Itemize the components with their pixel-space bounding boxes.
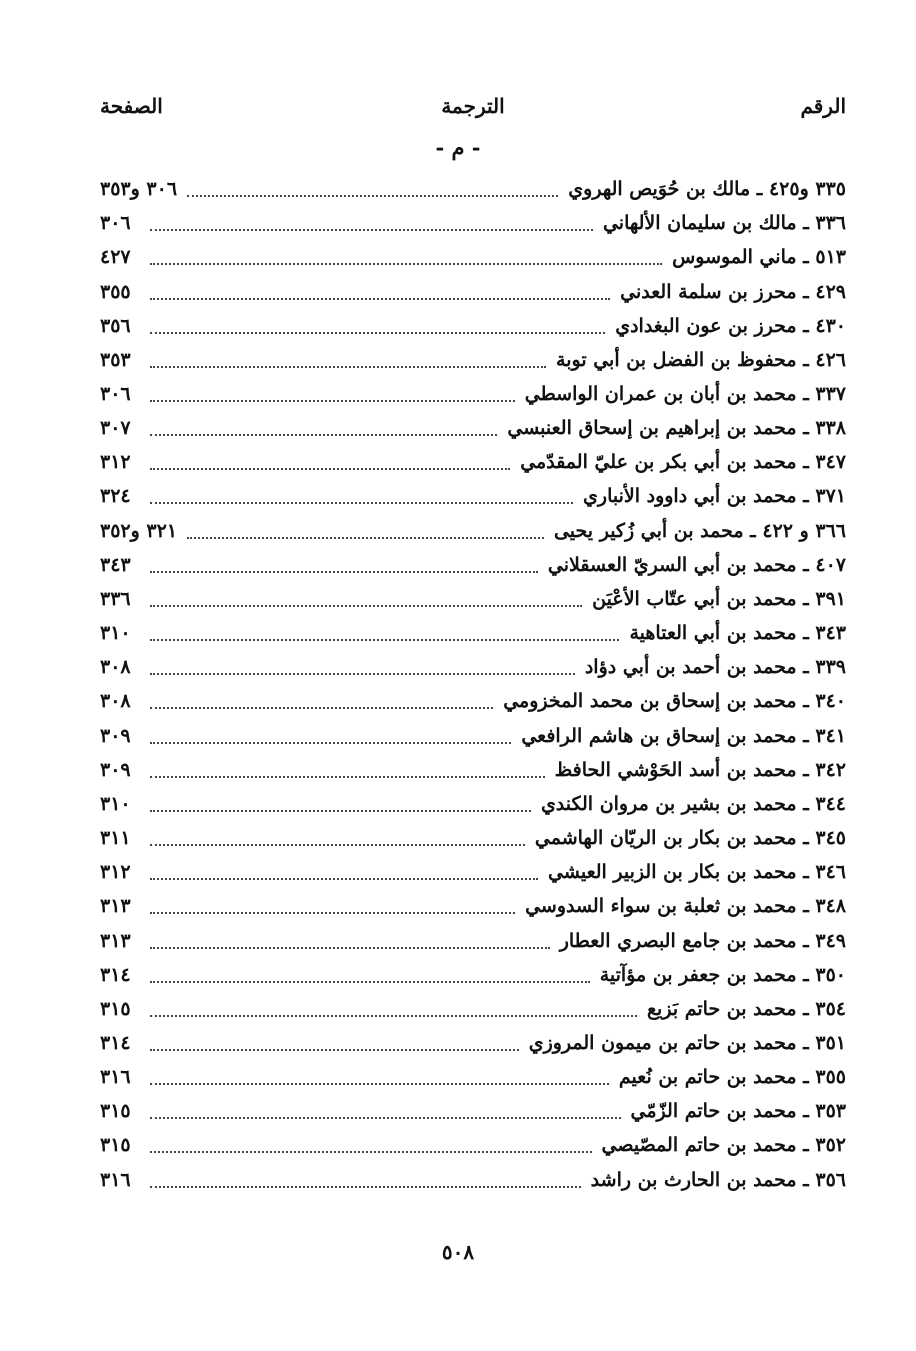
index-row <box>100 855 846 889</box>
index-entries <box>100 172 846 1197</box>
entry-page: ٣٢٤ <box>100 485 131 508</box>
entry-text: ٣٥٤ ـ محمد بن حاتم بَزيع <box>646 997 846 1020</box>
entry-page: ٣١٣ <box>100 929 131 952</box>
entry-text: ٤٠٧ ـ محمد بن أبي السريّ العسقلاني <box>547 553 846 576</box>
index-row <box>100 274 846 308</box>
entry-page: ٣٣٦ <box>100 587 131 610</box>
entry-page: ٣١٦ <box>100 1066 131 1089</box>
index-row <box>100 206 846 240</box>
index-row <box>100 445 846 479</box>
index-row <box>100 616 846 650</box>
entry-page: ٣٠٦ <box>100 212 131 235</box>
entry-text: ٣٣٩ ـ محمد بن أحمد بن أبي دؤاد <box>584 656 846 679</box>
header-page: الصفحة <box>100 94 163 118</box>
index-row <box>100 377 846 411</box>
entry-text: ٣٤٠ ـ محمد بن إسحاق بن محمد المخزومي <box>503 690 846 713</box>
entry-text: ٤٢٦ ـ محفوظ بن الفضل بن أبي توبة <box>556 348 846 371</box>
dot-leader <box>150 227 593 231</box>
dot-leader <box>150 842 525 846</box>
entry-page: ٤٢٧ <box>100 246 131 269</box>
dot-leader <box>150 671 575 675</box>
dot-leader <box>150 432 497 436</box>
dot-leader <box>150 569 538 573</box>
index-row <box>100 787 846 821</box>
entry-text: ٣٤٦ ـ محمد بن بكار بن الزبير العيشي <box>548 861 846 884</box>
dot-leader <box>150 261 662 265</box>
entry-text: ٣٥٥ ـ محمد بن حاتم بن نُعيم <box>618 1066 846 1089</box>
index-row <box>100 684 846 718</box>
dot-leader <box>150 945 550 949</box>
dot-leader <box>150 364 546 368</box>
index-row <box>100 821 846 855</box>
index-row <box>100 958 846 992</box>
entry-text: ٣٧١ ـ محمد بن أبي داوود الأنباري <box>583 485 846 508</box>
entry-text: ٣٥٢ ـ محمد بن حاتم المصّيصي <box>601 1134 846 1157</box>
index-row <box>100 650 846 684</box>
page-number: ٥٠٨ <box>441 1240 475 1264</box>
entry-text: ٣٤٣ ـ محمد بن أبي العتاهية <box>629 622 846 645</box>
column-headers <box>100 94 846 124</box>
dot-leader <box>150 398 515 402</box>
dot-leader <box>150 705 493 709</box>
entry-page: ٣٠٨ <box>100 656 131 679</box>
entry-text: ٣٥٣ ـ محمد بن حاتم الزّمّي <box>630 1100 846 1123</box>
index-row <box>100 172 846 206</box>
entry-page: ٣٠٨ <box>100 690 131 713</box>
dot-leader <box>150 1081 609 1085</box>
entry-text: ٥١٣ ـ ماني الموسوس <box>672 246 846 269</box>
index-row <box>100 240 846 274</box>
index-row <box>100 514 846 548</box>
entry-text: ٣٦٦ و ٤٢٢ ـ محمد بن أبي زُكير يحيى <box>553 519 846 542</box>
entry-page: ٣١٣ <box>100 895 131 918</box>
dot-leader <box>187 535 544 539</box>
index-row <box>100 479 846 513</box>
entry-page: ٣٥٣ <box>100 348 131 371</box>
dot-leader <box>150 1013 637 1017</box>
index-row <box>100 992 846 1026</box>
dot-leader <box>150 603 582 607</box>
dot-leader <box>150 330 605 334</box>
entry-text: ٣٤١ ـ محمد بن إسحاق بن هاشم الرافعي <box>521 724 846 747</box>
entry-text: ٣٤٨ ـ محمد بن ثعلبة بن سواء السدوسي <box>525 895 846 918</box>
entry-text: ٣٤٧ ـ محمد بن أبي بكر بن عليّ المقدّمي <box>520 451 846 474</box>
entry-text: ٣٣٨ ـ محمد بن إبراهيم بن إسحاق العنبسي <box>507 417 846 440</box>
entry-page: ٣٥٦ <box>100 314 131 337</box>
dot-leader <box>150 1184 581 1188</box>
entry-page: ٣١٤ <box>100 963 131 986</box>
dot-leader <box>150 774 545 778</box>
entry-text: ٣٤٥ ـ محمد بن بكار بن الريّان الهاشمي <box>534 827 846 850</box>
entry-page: ٣٠٦ و٣٥٣ <box>100 178 178 201</box>
entry-page: ٣٠٦ <box>100 383 131 406</box>
dot-leader <box>150 1115 621 1119</box>
entry-text: ٣٥٠ ـ محمد بن جعفر بن مؤآتية <box>599 963 846 986</box>
entry-text: ٣٣٦ ـ مالك بن سليمان الألهاني <box>602 212 846 235</box>
entry-text: ٣٤٤ ـ محمد بن بشير بن مروان الكندي <box>540 792 846 815</box>
entry-text: ٣٥٦ ـ محمد بن الحارث بن راشد <box>590 1168 846 1191</box>
index-row <box>100 1128 846 1162</box>
index-row <box>100 582 846 616</box>
dot-leader <box>150 296 610 300</box>
index-row <box>100 1094 846 1128</box>
index-row <box>100 1163 846 1197</box>
entry-page: ٣٥٥ <box>100 280 131 303</box>
index-row <box>100 411 846 445</box>
dot-leader <box>150 876 538 880</box>
entry-page: ٣١٠ <box>100 622 131 645</box>
entry-page: ٣١٥ <box>100 1100 131 1123</box>
dot-leader <box>150 910 515 914</box>
entry-text: ٤٣٠ ـ محرز بن عون البغدادي <box>615 314 846 337</box>
entry-page: ٣٠٩ <box>100 724 131 747</box>
entry-page: ٣٠٩ <box>100 758 131 781</box>
header-biography: الترجمة <box>441 94 505 118</box>
dot-leader <box>150 979 590 983</box>
entry-page: ٣٠٧ <box>100 417 131 440</box>
index-row <box>100 309 846 343</box>
section-letter: - م - <box>435 135 481 160</box>
dot-leader <box>150 1149 592 1153</box>
entry-text: ٣٣٥ و٤٢٥ ـ مالك بن حُوَيص الهروي <box>568 178 846 201</box>
entry-text: ٤٢٩ ـ محرز بن سلمة العدني <box>620 280 846 303</box>
dot-leader <box>150 466 510 470</box>
index-row <box>100 889 846 923</box>
dot-leader <box>150 740 511 744</box>
index-row <box>100 719 846 753</box>
dot-leader <box>150 500 573 504</box>
entry-page: ٣١٤ <box>100 1031 131 1054</box>
index-row <box>100 1060 846 1094</box>
entry-page: ٣١٢ <box>100 861 131 884</box>
entry-text: ٣٣٧ ـ محمد بن أبان بن عمران الواسطي <box>524 383 846 406</box>
entry-page: ٣٤٣ <box>100 553 131 576</box>
dot-leader <box>150 1047 519 1051</box>
index-row <box>100 1026 846 1060</box>
entry-text: ٣٥١ ـ محمد بن حاتم بن ميمون المروزي <box>528 1031 846 1054</box>
entry-text: ٣٩١ ـ محمد بن أبي عتّاب الأعْيَن <box>592 587 846 610</box>
entry-text: ٣٤٩ ـ محمد بن جامع البصري العطار <box>559 929 846 952</box>
dot-leader <box>187 193 558 197</box>
index-row <box>100 343 846 377</box>
entry-page: ٣٢١ و٣٥٢ <box>100 519 178 542</box>
index-row <box>100 548 846 582</box>
entry-page: ٣١٥ <box>100 997 131 1020</box>
entry-page: ٣١٥ <box>100 1134 131 1157</box>
dot-leader <box>150 808 531 812</box>
entry-text: ٣٤٢ ـ محمد بن أسد الحَوْشي الحافظ <box>554 758 846 781</box>
index-row <box>100 923 846 957</box>
index-row <box>100 753 846 787</box>
dot-leader <box>150 637 619 641</box>
header-number: الرقم <box>800 94 846 118</box>
entry-page: ٣١٠ <box>100 792 131 815</box>
entry-page: ٣١١ <box>100 827 131 850</box>
entry-page: ٣١٦ <box>100 1168 131 1191</box>
entry-page: ٣١٢ <box>100 451 131 474</box>
